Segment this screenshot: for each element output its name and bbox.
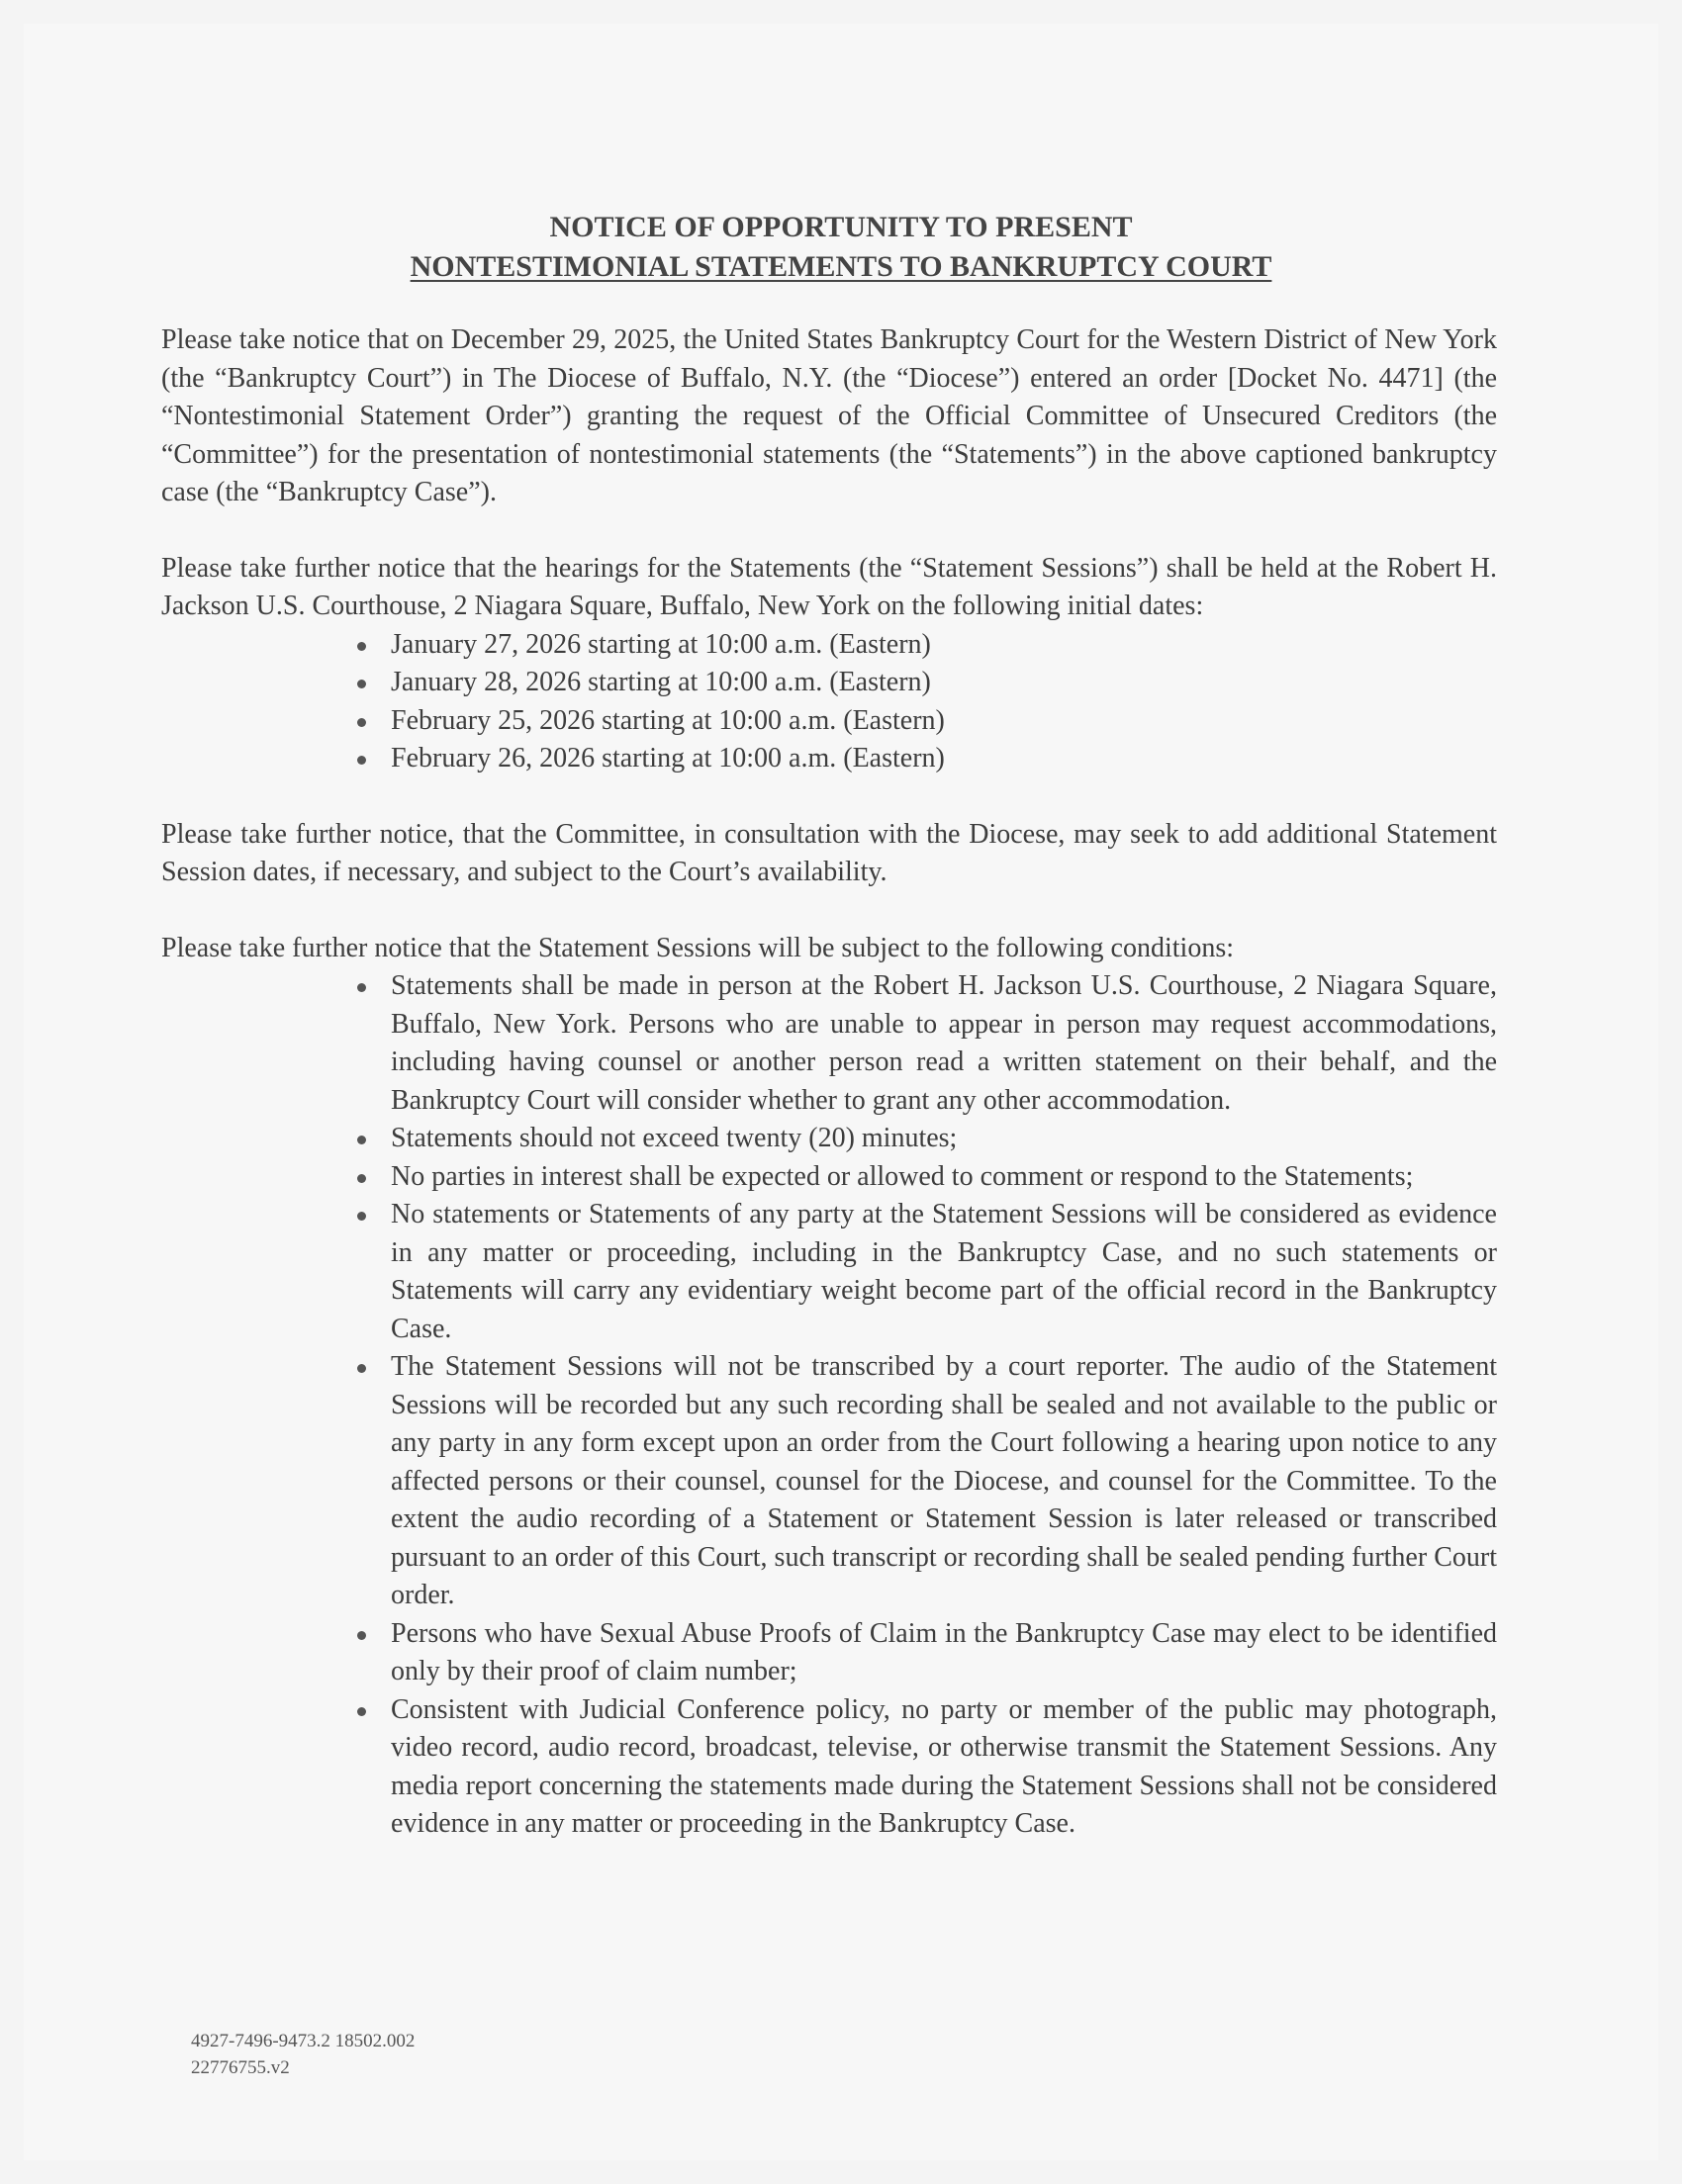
paragraph-additional-dates: Please take further notice, that the Committee, in consultation with the Diocese, may seek to add additional Statement Session dates, if necessary, and subject to the Court’s availability.: [161, 818, 1497, 887]
conditions-list: [161, 967, 1497, 1844]
session-dates-list: [161, 626, 1497, 778]
paragraph-conditions-intro: Please take further notice that the Statement Sessions will be subject to the following conditions:: [161, 932, 1235, 963]
condition-item: Statements should not exceed twenty (20) minutes;: [391, 1120, 1497, 1158]
document-body: [161, 321, 1497, 1844]
session-date: January 28, 2026 starting at 10:00 a.m. (Eastern): [391, 664, 1497, 702]
title-line-2: NONTESTIMONIAL STATEMENTS TO BANKRUPTCY COURT: [410, 250, 1272, 283]
title-line-1: NOTICE OF OPPORTUNITY TO PRESENT: [549, 211, 1133, 243]
condition-item: Persons who have Sexual Abuse Proofs of Claim in the Bankruptcy Case may elect to be identified only by their proof of claim number;: [391, 1615, 1497, 1691]
session-date: February 26, 2026 starting at 10:00 a.m. (Eastern): [391, 740, 1497, 778]
session-date: February 25, 2026 starting at 10:00 a.m. (Eastern): [391, 702, 1497, 741]
footer-version: 22776755.v2: [191, 2057, 290, 2078]
paragraph-order-notice: Please take notice that on December 29, 2025, the United States Bankruptcy Court for the Western District of New York (the “Bankruptcy Court”) in The Diocese of Buffalo, N.Y. (the “Diocese”) entered an order [Docket No. 4471] (the “Nontestimonial Statement Order”) granting the request of the Official Committee of Unsecured Creditors (the “Committee”) for the presentation of nontestimonial statements (the “Statements”) in the above captioned bankruptcy case (the “Bankruptcy Case”).: [161, 324, 1497, 507]
condition-item: No parties in interest shall be expected or allowed to comment or respond to the Statements;: [391, 1158, 1497, 1197]
document-title: [0, 208, 1682, 287]
condition-item: Statements shall be made in person at the Robert H. Jackson U.S. Courthouse, 2 Niagara Square, Buffalo, New York. Persons who are unable to appear in person may request accommodations, including having counsel or another person read a written statement on their behalf, and the Bankruptcy Court will consider whether to grant any other accommodation.: [391, 967, 1497, 1120]
condition-item: No statements or Statements of any party at the Statement Sessions will be considered as evidence in any matter or proceeding, including in the Bankruptcy Case, and no such statements or Statements will carry any evidentiary weight become part of the official record in the Bankruptcy Case.: [391, 1196, 1497, 1348]
condition-item: Consistent with Judicial Conference policy, no party or member of the public may photograph, video record, audio record, broadcast, televise, or otherwise transmit the Statement Sessions. Any media report concerning the statements made during the Statement Sessions shall not be considered evidence in any matter or proceeding in the Bankruptcy Case.: [391, 1691, 1497, 1844]
footer-doc-id: 4927-7496-9473.2 18502.002: [191, 2031, 416, 2051]
condition-item: The Statement Sessions will not be transcribed by a court reporter. The audio of the Statement Sessions will be recorded but any such recording shall be sealed and not available to the public or any party in any form except upon an order from the Court following a hearing upon notice to any affected persons or their counsel, counsel for the Diocese, and counsel for the Committee. To the extent the audio recording of a Statement or Statement Session is later released or transcribed pursuant to an order of this Court, such transcript or recording shall be sealed pending further Court order.: [391, 1348, 1497, 1615]
session-date: January 27, 2026 starting at 10:00 a.m. (Eastern): [391, 626, 1497, 665]
document-footer: [191, 2028, 415, 2081]
paragraph-hearing-location: Please take further notice that the hearings for the Statements (the “Statement Sessions”) shall be held at the Robert H. Jackson U.S. Courthouse, 2 Niagara Square, Buffalo, New York on the following initial dates:: [161, 552, 1497, 621]
